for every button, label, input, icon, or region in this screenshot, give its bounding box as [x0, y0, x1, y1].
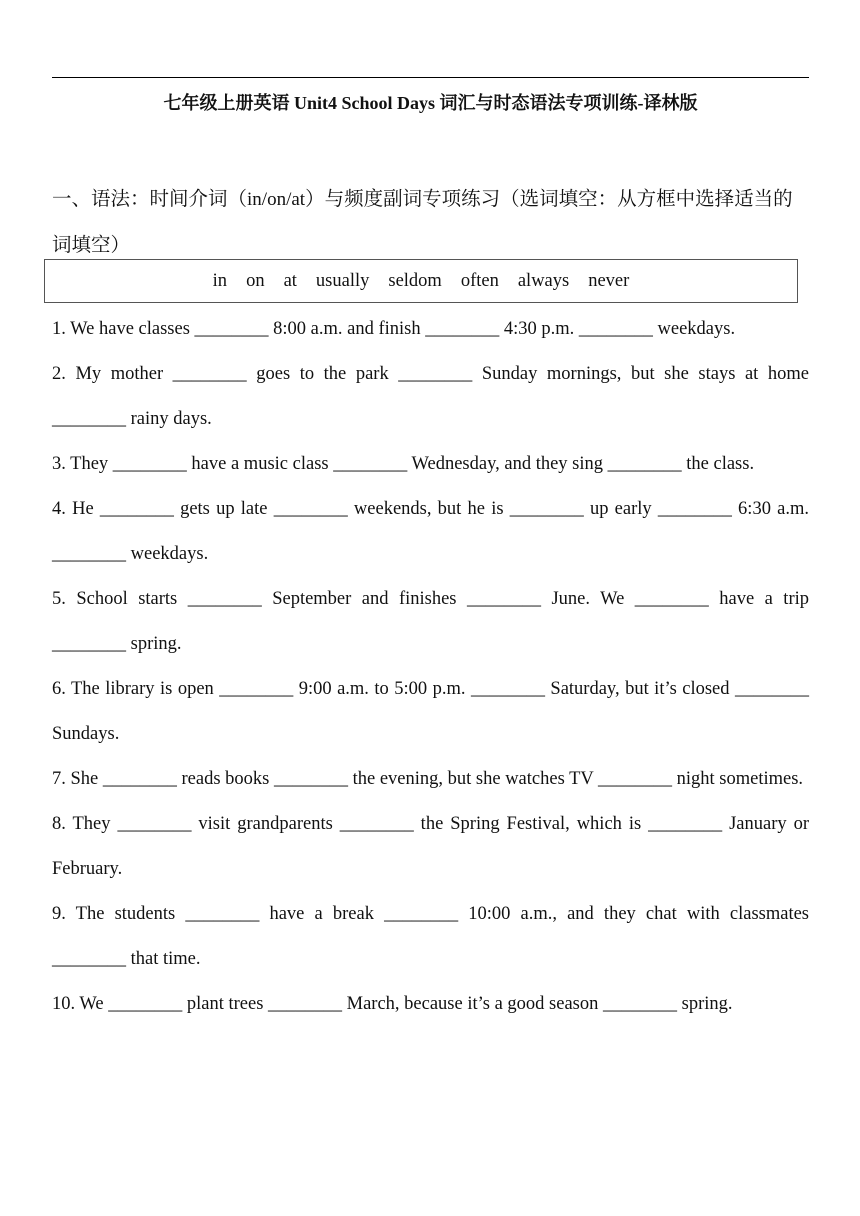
question-item: 5. School starts ________ September and finishes ________ June. We ________ have a trip ________ spring.	[52, 589, 809, 654]
word-option: often	[460, 270, 499, 291]
section-heading-prefix: 一、语法：时间介词（	[52, 187, 248, 210]
word-option: usually	[315, 270, 370, 291]
section-heading-suffix: ）与频度副词专项练习（选词填空：从方框中选择适当的词填空）	[52, 187, 793, 256]
word-option: seldom	[388, 270, 442, 291]
question-item: 6. The library is open ________ 9:00 a.m. to 5:00 p.m. ________ Saturday, but it’s closed ________ Sundays.	[52, 679, 809, 744]
page-title: 七年级上册英语 Unit4 School Days 词汇与时态语法专项训练-译林版	[163, 93, 698, 113]
question-item: 3. They ________ have a music class ________ Wednesday, and they sing ________ the class.	[52, 454, 755, 474]
word-option: never	[588, 270, 630, 291]
question-item: 8. They ________ visit grandparents ________ the Spring Festival, which is ________ January or February.	[52, 814, 809, 879]
header-rule	[52, 77, 809, 78]
word-box	[44, 259, 798, 303]
question-item: 9. The students ________ have a break ________ 10:00 a.m., and they chat with classmates ________ that time.	[52, 904, 809, 969]
question-item: 4. He ________ gets up late ________ weekends, but he is ________ up early ________ 6:30 a.m. ________ weekdays.	[52, 499, 809, 564]
question-item: 1. We have classes ________ 8:00 a.m. and finish ________ 4:30 p.m. ________ weekdays.	[52, 319, 736, 339]
question-item: 7. She ________ reads books ________ the evening, but she watches TV ________ night sometimes.	[52, 769, 804, 789]
question-item: 2. My mother ________ goes to the park ________ Sunday mornings, but she stays at home ________ rainy days.	[52, 364, 809, 429]
word-option: on	[246, 270, 265, 291]
section-heading	[52, 176, 809, 267]
word-option: at	[283, 270, 297, 291]
question-item: 10. We ________ plant trees ________ March, because it’s a good season ________ spring.	[52, 994, 733, 1014]
word-option: in	[212, 270, 228, 291]
section-heading-latin: in/on/at	[247, 189, 306, 210]
word-option: always	[517, 270, 570, 291]
question-list	[52, 307, 809, 1027]
